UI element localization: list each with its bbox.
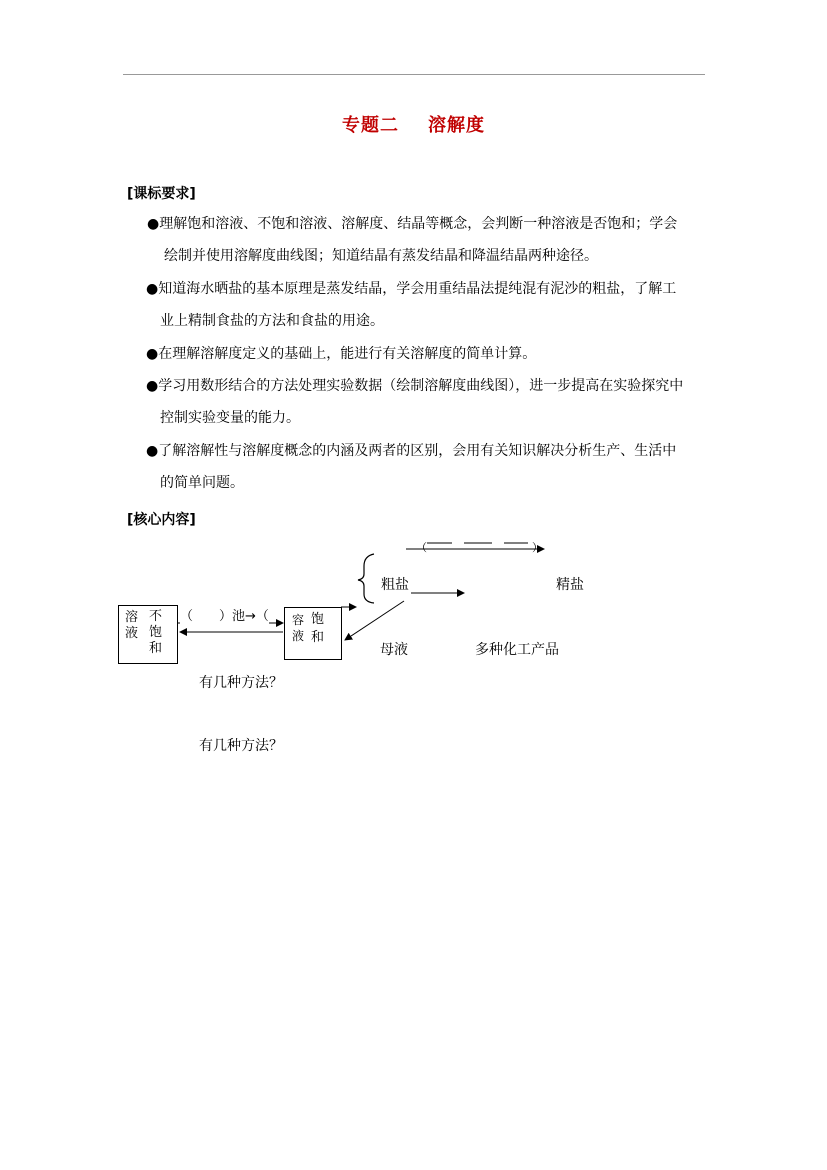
box1-right-text: 不 饱 和 (149, 609, 163, 656)
requirement-item-5-cont: 的简单问题。 (160, 475, 244, 491)
title-part-2: 溶解度 (428, 115, 486, 136)
bullet-icon: ● (146, 443, 159, 459)
requirement-item-5-line1: 了解溶解性与溶解度概念的内涵及两者的区别，会用有关知识解决分析生产、生活中 (158, 443, 677, 459)
question-1: 有几种方法？ (199, 675, 283, 691)
section-heading-core: [核心内容] (127, 512, 196, 528)
question-2: 有几种方法？ (199, 738, 283, 754)
section-heading-requirements: [课标要求] (127, 186, 196, 202)
box2-left-text: 容 液 (292, 613, 305, 643)
requirement-item-3-line1: 在理解溶解度定义的基础上，能进行有关溶解度的简单计算。 (158, 346, 537, 362)
requirement-item-2-line1: 知道海水晒盐的基本原理是蒸发结晶，学会用重结晶法提纯混有泥沙的粗盐，了解工 (158, 281, 677, 297)
bullet-icon: ● (147, 216, 160, 232)
mother-liquor-label: 母液 (380, 642, 408, 658)
requirement-item-1-line1: 理解饱和溶液、不饱和溶液、溶解度、结晶等概念，会判断一种溶液是否饱和；学会 (159, 216, 678, 232)
box1-left-text: 溶 液 (125, 610, 139, 641)
title-part-1: 专题二 (341, 115, 399, 136)
requirement-item-2-cont: 业上精制食盐的方法和食盐的用途。 (160, 313, 384, 329)
bullet-icon: ● (146, 346, 159, 362)
refined-salt-label: 精盐 (556, 577, 584, 593)
requirement-item-4-line1: 学习用数形结合的方法处理实验数据（绘制溶解度曲线图），进一步提高在实验探究中 (158, 378, 684, 394)
top-blank-open: （ (416, 541, 427, 554)
crude-salt-label: 粗盐 (381, 577, 409, 593)
evaporation-pond-label: （ ）池→（ (180, 605, 269, 624)
brace-shape (358, 554, 374, 603)
top-blank-close: ） (532, 541, 543, 554)
bullet-icon: ● (146, 378, 159, 394)
requirement-item-1-cont: 绘制并使用溶解度曲线图；知道结晶有蒸发结晶和降温结晶两种途径。 (164, 248, 598, 264)
chemical-products-label: 多种化工产品 (475, 642, 559, 658)
requirement-item-4-cont: 控制实验变量的能力。 (160, 410, 300, 426)
bullet-icon: ● (146, 281, 159, 297)
box2-right-text: 饱 和 (311, 612, 325, 645)
